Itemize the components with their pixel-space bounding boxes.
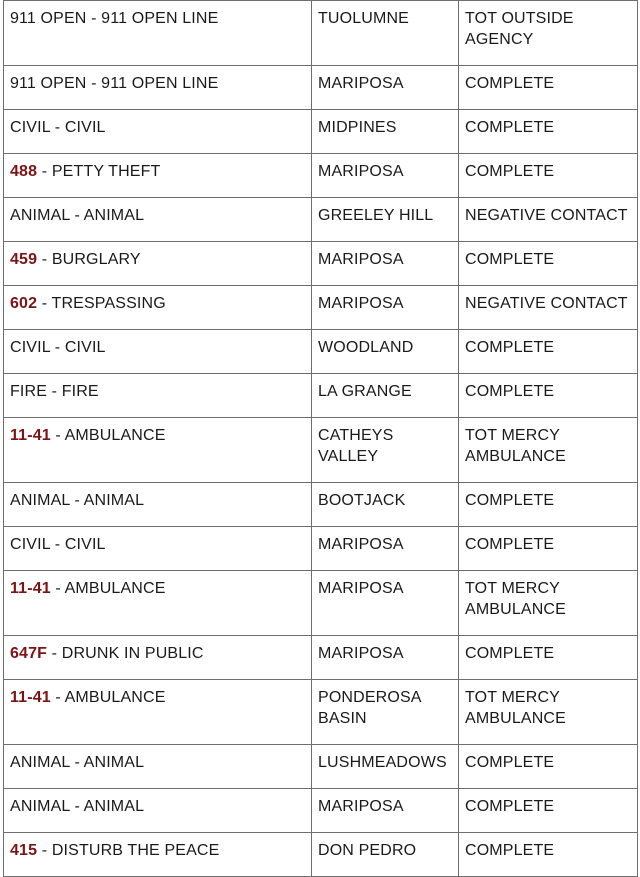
disposition-cell: COMPLETE bbox=[459, 330, 638, 374]
location-cell: CATHEYS VALLEY bbox=[312, 418, 459, 483]
incident-cell bbox=[4, 833, 312, 877]
incident-description: - DISTURB THE PEACE bbox=[37, 842, 220, 859]
incident-cell bbox=[4, 198, 312, 242]
table-row bbox=[4, 374, 638, 418]
call-log-body bbox=[4, 1, 638, 877]
incident-code: 415 bbox=[10, 842, 38, 859]
incident-description: ANIMAL - ANIMAL bbox=[10, 492, 145, 509]
incident-description: - AMBULANCE bbox=[50, 427, 166, 444]
location-cell: MIDPINES bbox=[312, 110, 459, 154]
incident-code: 602 bbox=[10, 295, 38, 312]
table-row bbox=[4, 418, 638, 483]
incident-description: - TRESPASSING bbox=[37, 295, 166, 312]
incident-description: CIVIL - CIVIL bbox=[10, 339, 106, 356]
location-cell: LUSHMEADOWS bbox=[312, 745, 459, 789]
incident-code: 11-41 bbox=[10, 427, 51, 444]
incident-code: 459 bbox=[10, 251, 38, 268]
incident-cell bbox=[4, 242, 312, 286]
table-row bbox=[4, 198, 638, 242]
disposition-cell: COMPLETE bbox=[459, 66, 638, 110]
location-cell: PONDEROSA BASIN bbox=[312, 680, 459, 745]
incident-description: ANIMAL - ANIMAL bbox=[10, 798, 145, 815]
disposition-cell: TOT OUTSIDE AGENCY bbox=[459, 1, 638, 66]
incident-description: 911 OPEN - 911 OPEN LINE bbox=[10, 10, 219, 27]
table-row bbox=[4, 636, 638, 680]
location-cell: MARIPOSA bbox=[312, 789, 459, 833]
table-row bbox=[4, 110, 638, 154]
incident-code: 488 bbox=[10, 163, 38, 180]
location-cell: MARIPOSA bbox=[312, 636, 459, 680]
table-row bbox=[4, 483, 638, 527]
incident-code: 11-41 bbox=[10, 580, 51, 597]
table-row bbox=[4, 680, 638, 745]
incident-cell bbox=[4, 789, 312, 833]
table-row bbox=[4, 571, 638, 636]
disposition-cell: NEGATIVE CONTACT bbox=[459, 198, 638, 242]
incident-description: ANIMAL - ANIMAL bbox=[10, 754, 145, 771]
location-cell: TUOLUMNE bbox=[312, 1, 459, 66]
incident-code: 647F bbox=[10, 645, 48, 662]
disposition-cell: COMPLETE bbox=[459, 374, 638, 418]
incident-description: - PETTY THEFT bbox=[37, 163, 161, 180]
disposition-cell: COMPLETE bbox=[459, 110, 638, 154]
incident-description: ANIMAL - ANIMAL bbox=[10, 207, 145, 224]
disposition-cell: COMPLETE bbox=[459, 745, 638, 789]
disposition-cell: COMPLETE bbox=[459, 242, 638, 286]
incident-cell bbox=[4, 110, 312, 154]
location-cell: MARIPOSA bbox=[312, 66, 459, 110]
incident-description: 911 OPEN - 911 OPEN LINE bbox=[10, 75, 219, 92]
disposition-cell: TOT MERCY AMBULANCE bbox=[459, 680, 638, 745]
incident-cell bbox=[4, 66, 312, 110]
incident-cell bbox=[4, 154, 312, 198]
location-cell: GREELEY HILL bbox=[312, 198, 459, 242]
incident-description: CIVIL - CIVIL bbox=[10, 536, 106, 553]
table-row bbox=[4, 789, 638, 833]
incident-cell bbox=[4, 330, 312, 374]
incident-cell bbox=[4, 374, 312, 418]
location-cell: DON PEDRO bbox=[312, 833, 459, 877]
disposition-cell: COMPLETE bbox=[459, 789, 638, 833]
incident-cell bbox=[4, 418, 312, 483]
incident-cell bbox=[4, 636, 312, 680]
table-row bbox=[4, 745, 638, 789]
incident-description: - BURGLARY bbox=[37, 251, 141, 268]
disposition-cell: COMPLETE bbox=[459, 154, 638, 198]
location-cell: MARIPOSA bbox=[312, 571, 459, 636]
incident-cell bbox=[4, 527, 312, 571]
table-row bbox=[4, 833, 638, 877]
incident-description: - AMBULANCE bbox=[50, 689, 166, 706]
incident-cell bbox=[4, 745, 312, 789]
location-cell: WOODLAND bbox=[312, 330, 459, 374]
disposition-cell: TOT MERCY AMBULANCE bbox=[459, 418, 638, 483]
location-cell: BOOTJACK bbox=[312, 483, 459, 527]
incident-cell bbox=[4, 680, 312, 745]
location-cell: MARIPOSA bbox=[312, 286, 459, 330]
location-cell: MARIPOSA bbox=[312, 527, 459, 571]
table-row bbox=[4, 286, 638, 330]
table-row bbox=[4, 154, 638, 198]
disposition-cell: TOT MERCY AMBULANCE bbox=[459, 571, 638, 636]
table-row bbox=[4, 330, 638, 374]
incident-description: - AMBULANCE bbox=[50, 580, 166, 597]
incident-cell bbox=[4, 483, 312, 527]
incident-cell bbox=[4, 1, 312, 66]
disposition-cell: COMPLETE bbox=[459, 636, 638, 680]
incident-cell bbox=[4, 286, 312, 330]
disposition-cell: COMPLETE bbox=[459, 483, 638, 527]
table-row bbox=[4, 66, 638, 110]
location-cell: LA GRANGE bbox=[312, 374, 459, 418]
incident-description: - DRUNK IN PUBLIC bbox=[47, 645, 204, 662]
table-row bbox=[4, 527, 638, 571]
incident-description: FIRE - FIRE bbox=[10, 383, 99, 400]
incident-description: CIVIL - CIVIL bbox=[10, 119, 106, 136]
table-row bbox=[4, 242, 638, 286]
table-row bbox=[4, 1, 638, 66]
call-log-table bbox=[3, 0, 638, 877]
location-cell: MARIPOSA bbox=[312, 154, 459, 198]
incident-code: 11-41 bbox=[10, 689, 51, 706]
incident-cell bbox=[4, 571, 312, 636]
disposition-cell: NEGATIVE CONTACT bbox=[459, 286, 638, 330]
disposition-cell: COMPLETE bbox=[459, 527, 638, 571]
location-cell: MARIPOSA bbox=[312, 242, 459, 286]
disposition-cell: COMPLETE bbox=[459, 833, 638, 877]
